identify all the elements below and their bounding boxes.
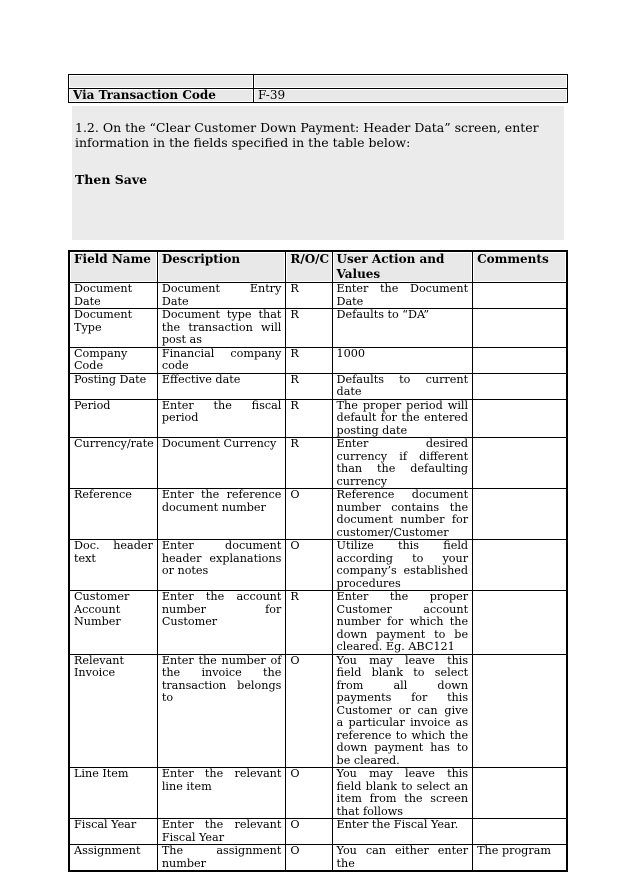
field-name-cell: Document Date [69, 283, 157, 309]
user-action-cell: Reference document number contains the document number for customer/Customer [332, 489, 473, 540]
user-action-cell: Enter desired currency if different than the defaulting currency [332, 438, 473, 489]
comments-cell [473, 591, 567, 655]
user-action-cell: Enter the Document Date [332, 283, 473, 309]
empty-cell [254, 75, 568, 89]
description-cell: Document Currency [157, 438, 286, 489]
table-row [69, 373, 567, 399]
instructions-box [72, 106, 564, 240]
comments-cell [473, 347, 567, 373]
table-row [69, 309, 567, 348]
roc-cell: R [286, 373, 332, 399]
roc-cell: O [286, 654, 332, 768]
transaction-code: F-39 [254, 89, 568, 103]
user-action-cell: Utilize this field according to your company’s established procedures [332, 540, 473, 591]
description-cell: Enter the account number for Customer [157, 591, 286, 655]
table-row [69, 819, 567, 845]
table-row [69, 845, 567, 872]
roc-cell: R [286, 347, 332, 373]
roc-cell: O [286, 819, 332, 845]
user-action-cell: You may leave this field blank to select an item from the screen that follows [332, 768, 473, 819]
column-header: Description [157, 251, 286, 283]
field-name-cell: Doc. header text [69, 540, 157, 591]
description-cell: Effective date [157, 373, 286, 399]
user-action-cell: Defaults to current date [332, 373, 473, 399]
description-cell: Enter the reference document number [157, 489, 286, 540]
description-cell: Document type that the transaction will post as [157, 309, 286, 348]
table-row [69, 768, 567, 819]
roc-cell: O [286, 540, 332, 591]
roc-cell: O [286, 489, 332, 540]
fields-table [68, 250, 568, 872]
field-name-cell: Document Type [69, 309, 157, 348]
transaction-code-table [68, 74, 568, 103]
then-save-text: Then Save [75, 172, 148, 187]
field-name-cell: Line Item [69, 768, 157, 819]
header-row-empty [69, 75, 568, 89]
roc-cell: R [286, 283, 332, 309]
transaction-label: Via Transaction Code [69, 89, 254, 103]
description-cell: Document Entry Date [157, 283, 286, 309]
roc-cell: R [286, 438, 332, 489]
description-cell: Enter the number of the invoice the transaction belongs to [157, 654, 286, 768]
roc-cell: O [286, 768, 332, 819]
comments-cell [473, 540, 567, 591]
comments-cell [473, 819, 567, 845]
comments-cell [473, 373, 567, 399]
table-row [69, 540, 567, 591]
field-name-cell: Fiscal Year [69, 819, 157, 845]
comments-cell [473, 399, 567, 438]
table-row [69, 654, 567, 768]
column-header: R/O/C [286, 251, 332, 283]
table-row [69, 438, 567, 489]
user-action-cell: Enter the Fiscal Year. [332, 819, 473, 845]
table-row [69, 489, 567, 540]
user-action-cell: The proper period will default for the entered posting date [332, 399, 473, 438]
column-header: User Action and Values [332, 251, 473, 283]
column-header: Comments [473, 251, 567, 283]
table-row [69, 399, 567, 438]
user-action-cell: Defaults to “DA” [332, 309, 473, 348]
field-name-cell: Company Code [69, 347, 157, 373]
field-name-cell: Assignment [69, 845, 157, 872]
roc-cell: R [286, 591, 332, 655]
comments-cell [473, 654, 567, 768]
description-cell: The assignment number [157, 845, 286, 872]
comments-cell [473, 283, 567, 309]
empty-cell [69, 75, 254, 89]
comments-cell [473, 768, 567, 819]
table-row [69, 347, 567, 373]
field-name-cell: Currency/rate [69, 438, 157, 489]
description-cell: Enter the fiscal period [157, 399, 286, 438]
user-action-cell: Enter the proper Customer account number for which the down payment to be cleared. Eg. ABC121 [332, 591, 473, 655]
comments-cell [473, 309, 567, 348]
column-header: Field Name [69, 251, 157, 283]
field-name-cell: Customer Account Number [69, 591, 157, 655]
comments-cell [473, 489, 567, 540]
user-action-cell: 1000 [332, 347, 473, 373]
description-cell: Enter the relevant Fiscal Year [157, 819, 286, 845]
field-name-cell: Reference [69, 489, 157, 540]
field-name-cell: Relevant Invoice [69, 654, 157, 768]
comments-cell: The program [473, 845, 567, 872]
description-cell: Enter document header explanations or notes [157, 540, 286, 591]
user-action-cell: You may leave this field blank to select from all down payments for this Customer or can give a particular invoice as reference to which the down payment has to be cleared. [332, 654, 473, 768]
instruction-step: 1.2. On the “Clear Customer Down Payment: Header Data” screen, enter information in the fields specified in the table below: [75, 120, 539, 150]
field-name-cell: Period [69, 399, 157, 438]
table-row [69, 591, 567, 655]
comments-cell [473, 438, 567, 489]
roc-cell: R [286, 399, 332, 438]
description-cell: Financial company code [157, 347, 286, 373]
description-cell: Enter the relevant line item [157, 768, 286, 819]
user-action-cell: You can either enter the [332, 845, 473, 872]
roc-cell: O [286, 845, 332, 872]
roc-cell: R [286, 309, 332, 348]
transaction-code-row [69, 89, 568, 103]
field-name-cell: Posting Date [69, 373, 157, 399]
table-row [69, 283, 567, 309]
table-header-row [69, 251, 567, 283]
